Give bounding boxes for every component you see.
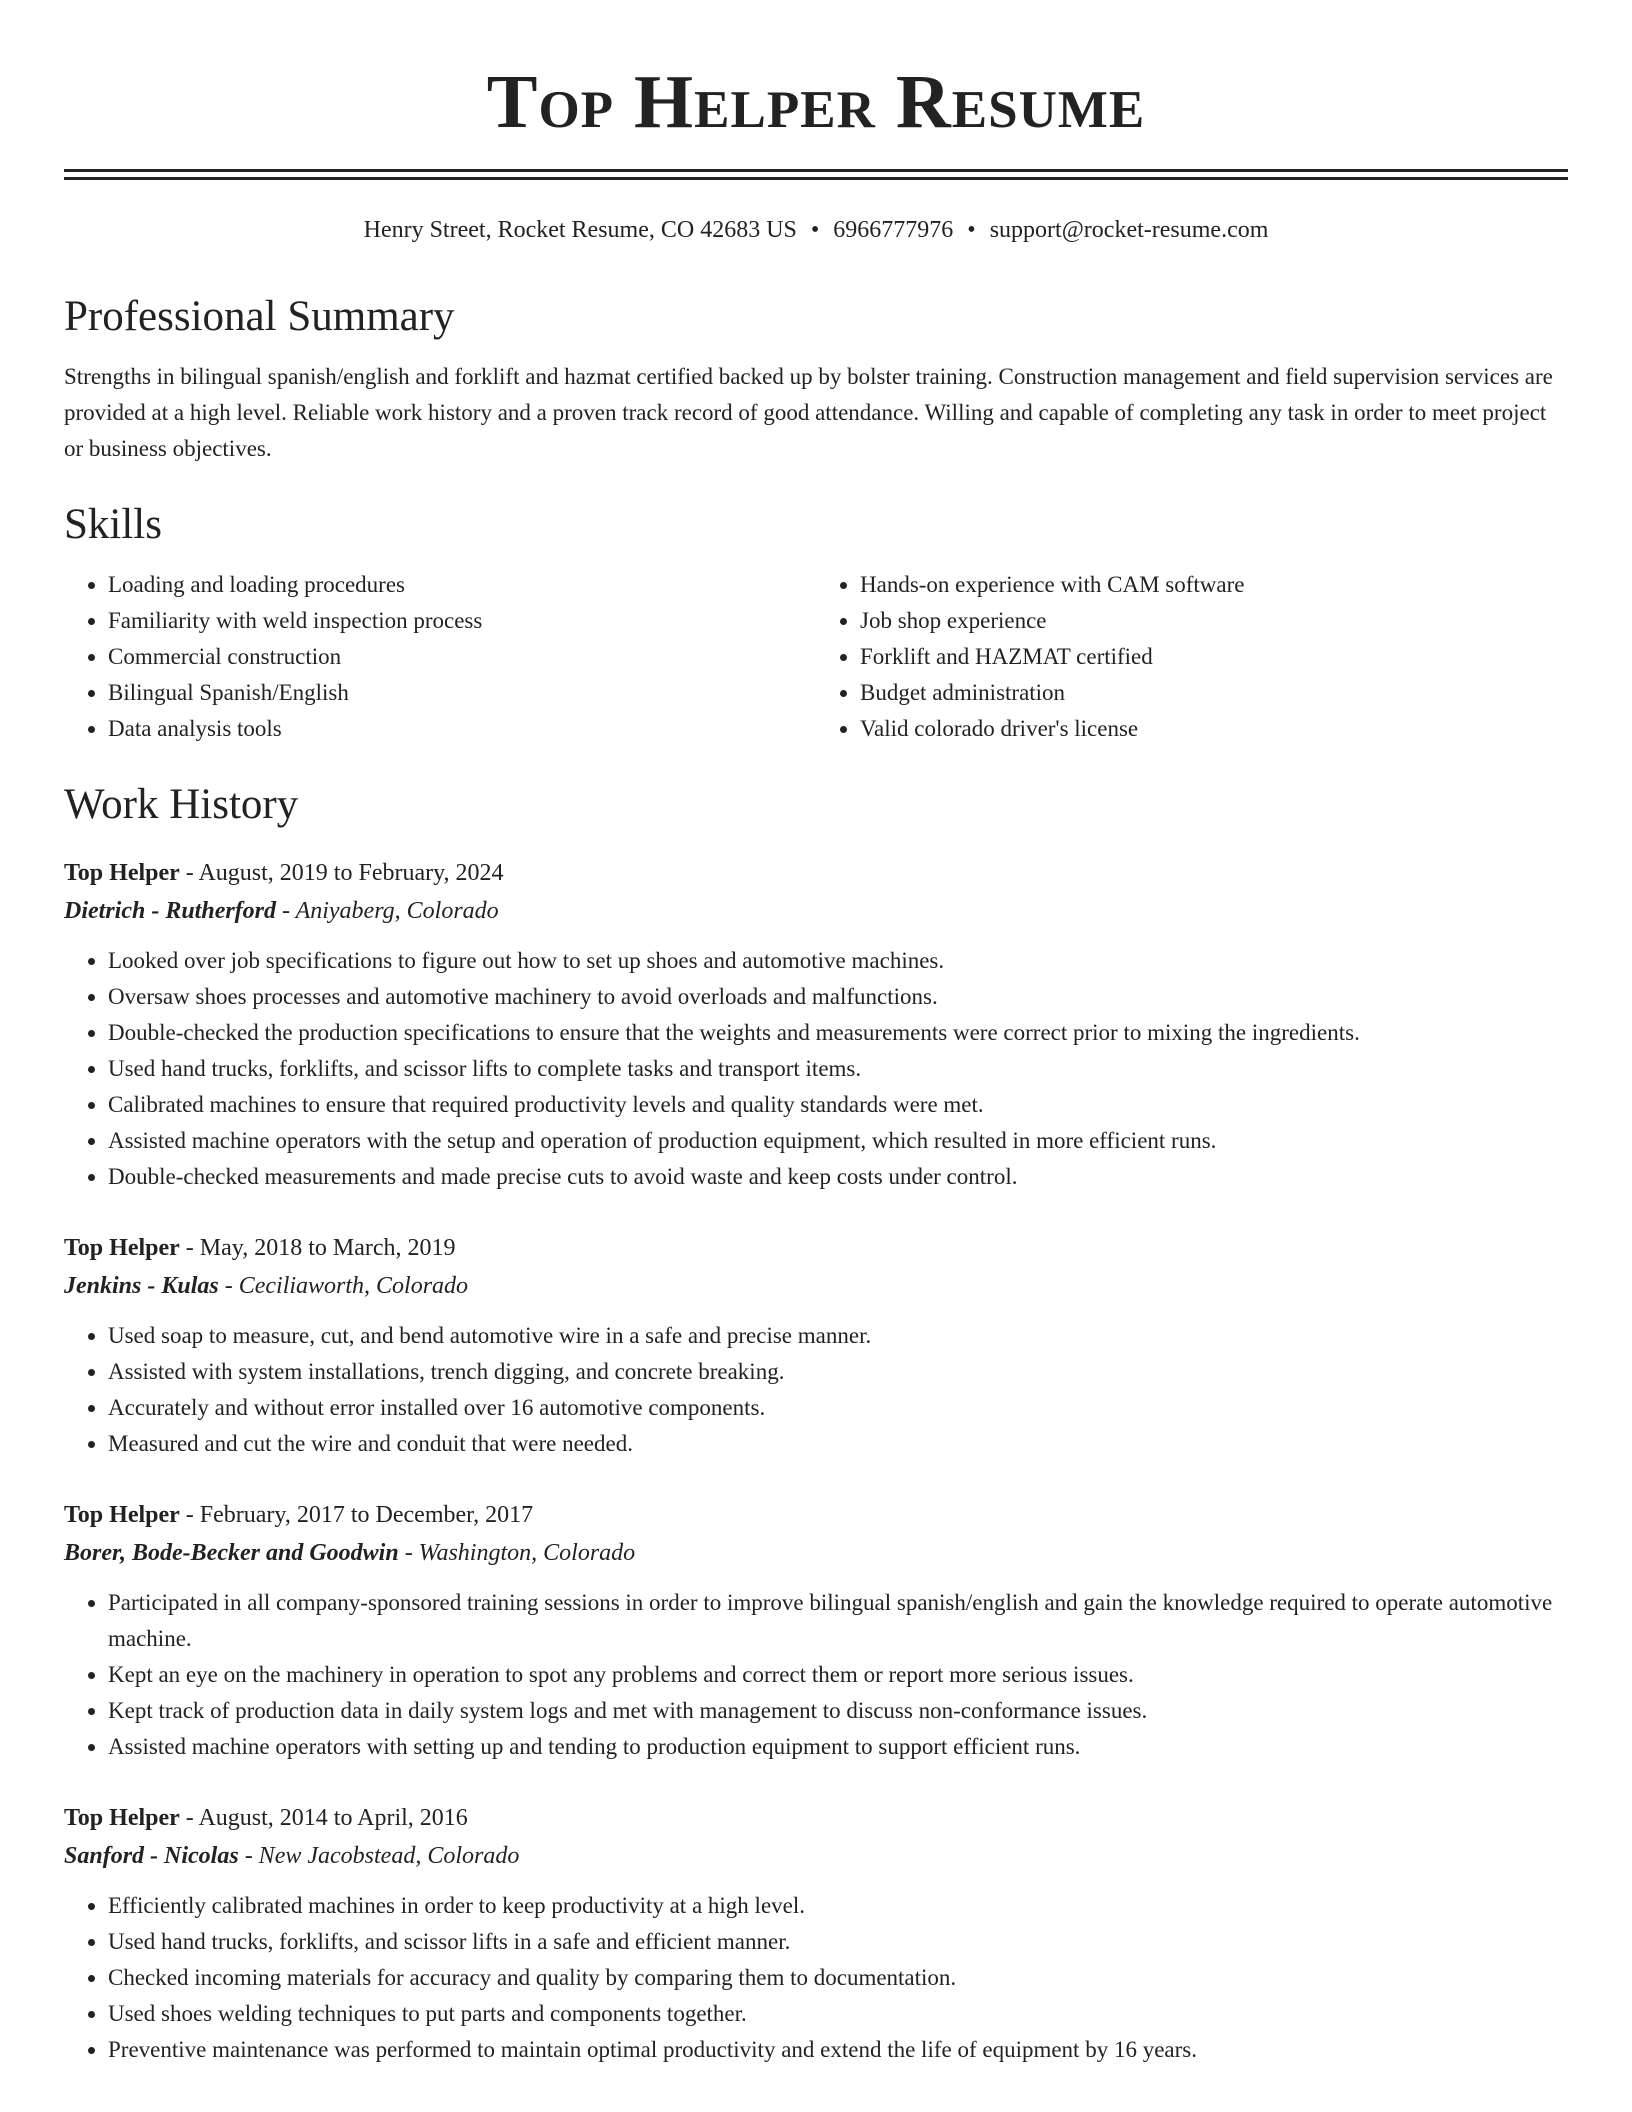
- job-duty: • Assisted machine operators with the setup and operation of production equipment, which resulted in more efficient runs.: [108, 1123, 1568, 1159]
- job-dates: - May, 2018 to March, 2019: [179, 1234, 456, 1261]
- job-duty: • Used soap to measure, cut, and bend automotive wire in a safe and precise manner.: [108, 1318, 1568, 1354]
- skills-heading: Skills: [64, 500, 162, 548]
- job-duty: • Used hand trucks, forklifts, and scissor lifts to complete tasks and transport items.: [108, 1051, 1568, 1087]
- resume-title: Top Helper Resume: [486, 60, 1146, 144]
- job-duty: • Measured and cut the wire and conduit that were needed.: [108, 1426, 1568, 1462]
- job-entry: [64, 1799, 1568, 2068]
- skill-item: • Valid colorado driver's license: [860, 711, 1568, 747]
- job-location: - Aniyaberg, Colorado: [276, 897, 499, 924]
- contact-separator: •: [967, 217, 976, 243]
- summary-heading: Professional Summary: [64, 292, 455, 340]
- job-company: Dietrich - Rutherford: [64, 897, 277, 924]
- skill-item: • Hands-on experience with CAM software: [860, 567, 1568, 603]
- skills-columns: [64, 567, 1568, 747]
- title-double-rule: [64, 169, 1568, 180]
- job-duty: • Preventive maintenance was performed to maintain optimal productivity and extend the life of equipment by 16 years.: [108, 2032, 1568, 2068]
- job-entry: [64, 1496, 1568, 1765]
- job-duty: • Assisted machine operators with setting up and tending to production equipment to support efficient runs.: [108, 1729, 1568, 1765]
- skill-item: • Commercial construction: [108, 639, 816, 675]
- job-duty: • Participated in all company-sponsored training sessions in order to improve bilingual spanish/english and gain the knowledge required to operate automotive machine.: [108, 1585, 1568, 1657]
- job-duty: • Checked incoming materials for accuracy and quality by comparing them to documentation.: [108, 1960, 1568, 1996]
- job-company: Jenkins - Kulas: [64, 1272, 219, 1299]
- job-location: - Ceciliaworth, Colorado: [218, 1272, 469, 1299]
- skill-item: • Data analysis tools: [108, 711, 816, 747]
- job-dates: - August, 2019 to February, 2024: [179, 859, 504, 886]
- work-history-heading: Work History: [64, 780, 299, 828]
- job-duties-list: [64, 943, 1568, 1195]
- job-duty: • Double-checked measurements and made precise cuts to avoid waste and keep costs under control.: [108, 1159, 1568, 1195]
- contact-line: [64, 216, 1568, 245]
- job-duty: • Double-checked the production specifications to ensure that the weights and measurements were correct prior to mixing the ingredients.: [108, 1015, 1568, 1051]
- job-location: - New Jacobstead, Colorado: [238, 1842, 520, 1869]
- job-duties-list: [64, 1585, 1568, 1765]
- job-title-line: [64, 854, 1568, 892]
- skill-item: • Bilingual Spanish/English: [108, 675, 816, 711]
- skill-item: • Job shop experience: [860, 603, 1568, 639]
- job-company-line: [64, 892, 1568, 930]
- job-dates: - February, 2017 to December, 2017: [179, 1501, 534, 1528]
- job-duty: • Accurately and without error installed over 16 automotive components.: [108, 1390, 1568, 1426]
- job-title: Top Helper: [64, 1501, 180, 1528]
- job-location: - Washington, Colorado: [398, 1539, 636, 1566]
- contact-email: support@rocket-resume.com: [989, 217, 1269, 243]
- job-duty: • Efficiently calibrated machines in order to keep productivity at a high level.: [108, 1888, 1568, 1924]
- job-title-line: [64, 1799, 1568, 1837]
- contact-address: Henry Street, Rocket Resume, CO 42683 US: [363, 217, 797, 243]
- job-entry: [64, 854, 1568, 1195]
- job-duty: • Looked over job specifications to figure out how to set up shoes and automotive machines.: [108, 943, 1568, 979]
- job-duty: • Oversaw shoes processes and automotive machinery to avoid overloads and malfunctions.: [108, 979, 1568, 1015]
- job-company-line: [64, 1534, 1568, 1572]
- job-company: Borer, Bode-Becker and Goodwin: [64, 1539, 399, 1566]
- job-company-line: [64, 1267, 1568, 1305]
- skills-list-left: [64, 567, 816, 747]
- job-duties-list: [64, 1888, 1568, 2068]
- job-duties-list: [64, 1318, 1568, 1462]
- job-entry: [64, 1229, 1568, 1462]
- contact-separator: •: [810, 217, 820, 243]
- job-duty: • Kept track of production data in daily system logs and met with management to discuss non-conformance issues.: [108, 1693, 1568, 1729]
- job-duty: • Kept an eye on the machinery in operation to spot any problems and correct them or report more serious issues.: [108, 1657, 1568, 1693]
- summary-text: Strengths in bilingual spanish/english and forklift and hazmat certified backed up by bolster training. Construction management and field supervision services are provided at a high level. Reliable work history and a proven track record of good attendance. Willing and capable of completing any task in order to meet project or business objectives.: [64, 363, 1553, 461]
- skill-item: • Budget administration: [860, 675, 1568, 711]
- job-title: Top Helper: [64, 1234, 180, 1261]
- job-title: Top Helper: [64, 859, 180, 886]
- job-title-line: [64, 1229, 1568, 1267]
- job-dates: - August, 2014 to April, 2016: [179, 1804, 468, 1831]
- contact-phone: 6966777976: [833, 217, 954, 243]
- skill-item: • Forklift and HAZMAT certified: [860, 639, 1568, 675]
- skill-item: • Loading and loading procedures: [108, 567, 816, 603]
- skill-item: • Familiarity with weld inspection process: [108, 603, 816, 639]
- job-duty: • Used hand trucks, forklifts, and scissor lifts in a safe and efficient manner.: [108, 1924, 1568, 1960]
- job-duty: • Assisted with system installations, trench digging, and concrete breaking.: [108, 1354, 1568, 1390]
- job-title: Top Helper: [64, 1804, 180, 1831]
- job-title-line: [64, 1496, 1568, 1534]
- job-company-line: [64, 1837, 1568, 1875]
- skills-list-right: [816, 567, 1568, 747]
- job-company: Sanford - Nicolas: [64, 1842, 239, 1869]
- job-duty: • Used shoes welding techniques to put parts and components together.: [108, 1996, 1568, 2032]
- job-duty: • Calibrated machines to ensure that required productivity levels and quality standards were met.: [108, 1087, 1568, 1123]
